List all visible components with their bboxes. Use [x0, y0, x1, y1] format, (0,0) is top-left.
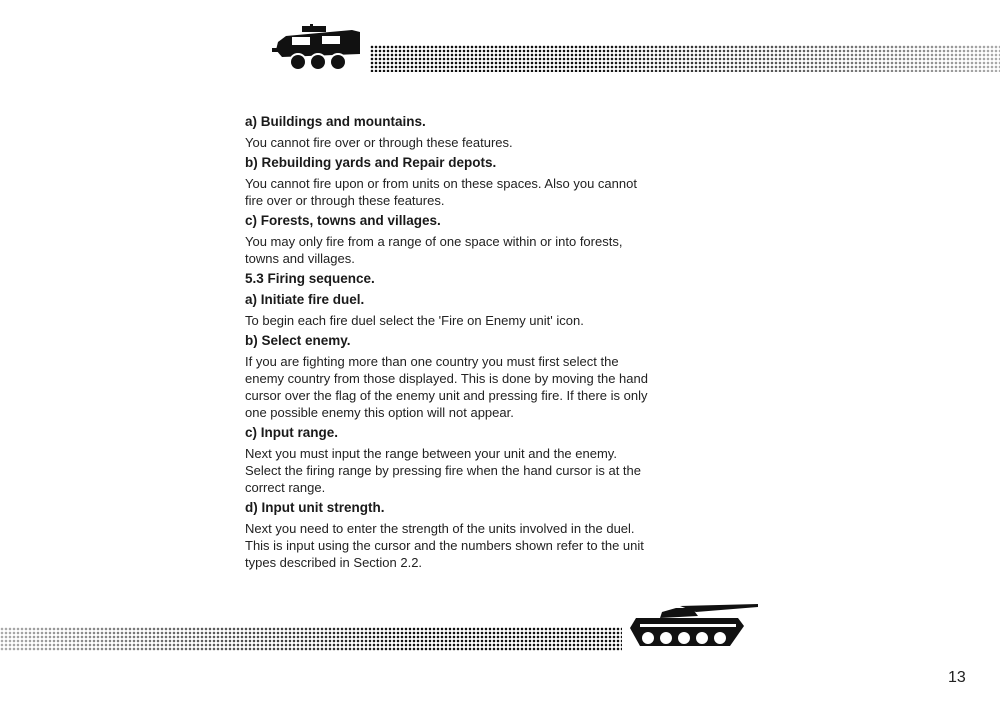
section-body-forests: You may only fire from a range of one space within or into forests, towns and villages.: [245, 234, 623, 266]
section-heading-forests: c) Forests, towns and villages.: [245, 213, 441, 228]
section-body-rebuilding-yards: You cannot fire upon or from units on these spaces. Also you cannot fire over or through these features.: [245, 176, 637, 208]
section-heading-initiate-fire-duel: a) Initiate fire duel.: [245, 292, 365, 307]
section-heading-select-enemy: b) Select enemy.: [245, 333, 351, 348]
section-body-input-unit-strength: Next you need to enter the strength of the units involved in the duel. This is input using the cursor and the numbers shown refer to the unit types described in Section 2.2.: [245, 521, 644, 570]
manual-text: [245, 113, 735, 574]
section-heading-input-unit-strength: d) Input unit strength.: [245, 500, 385, 515]
section-heading-input-range: c) Input range.: [245, 425, 339, 440]
section-heading-firing-sequence: 5.3 Firing sequence.: [245, 271, 375, 286]
section-body-buildings: You cannot fire over or through these features.: [245, 135, 513, 150]
dot-pattern-divider-bottom: [0, 627, 622, 651]
section-body-initiate-fire-duel: To begin each fire duel select the 'Fire on Enemy unit' icon.: [245, 313, 584, 328]
tank-icon: [626, 604, 762, 654]
section-body-input-range: Next you must input the range between your unit and the enemy. Select the firing range by pressing fire when the hand cursor is at the correct range.: [245, 446, 641, 495]
armoured-car-icon: [272, 24, 362, 74]
page-number: 13: [948, 669, 966, 686]
section-heading-buildings: a) Buildings and mountains.: [245, 114, 426, 129]
section-body-select-enemy: If you are fighting more than one country you must first select the enemy country from those displayed. This is done by moving the hand cursor over the flag of the enemy unit and pressing fire. If there is only one possible enemy this option will not appear.: [245, 354, 648, 420]
section-heading-rebuilding-yards: b) Rebuilding yards and Repair depots.: [245, 155, 497, 170]
dot-pattern-divider-top: [370, 45, 1000, 72]
